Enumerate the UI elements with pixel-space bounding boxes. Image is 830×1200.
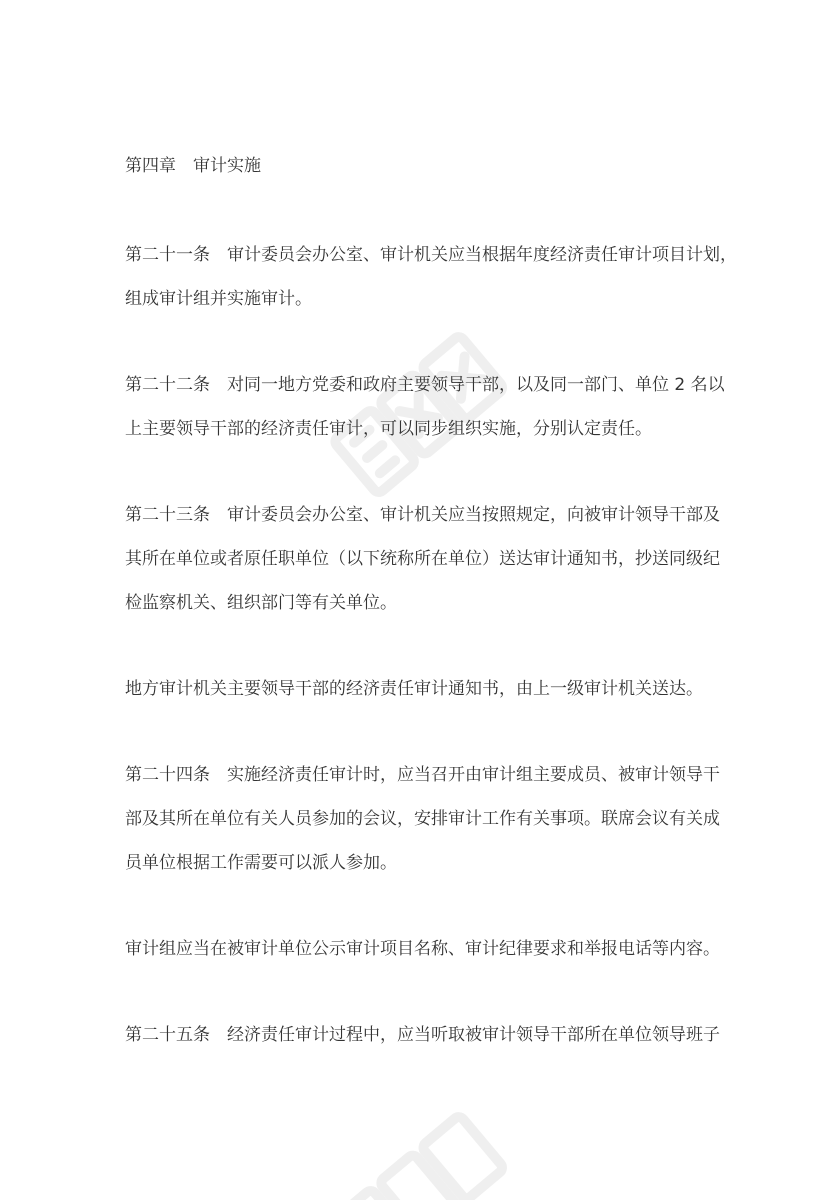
chapter-title: 第四章 审计实施 <box>125 156 261 176</box>
article-23-line-2: 其所在单位或者原任职单位（以下统称所在单位）送达审计通知书，抄送同级纪 <box>125 549 720 569</box>
article-25-line-1: 第二十五条 经济责任审计过程中，应当听取被审计领导干部所在单位领导班子 <box>125 1025 720 1045</box>
article-23-line-3: 检监察机关、组织部门等有关单位。 <box>125 593 397 613</box>
article-21-line-1: 第二十一条 审计委员会办公室、审计机关应当根据年度经济责任审计项目计划， <box>125 245 737 265</box>
article-24-line-2: 部及其所在单位有关人员参加的会议，安排审计工作有关事项。联席会议有关成 <box>125 809 720 829</box>
paragraph-public: 审计组应当在被审计单位公示审计项目名称、审计纪律要求和举报电话等内容。 <box>125 939 720 959</box>
article-24-line-1: 第二十四条 实施经济责任审计时，应当召开由审计组主要成员、被审计领导干 <box>125 765 720 785</box>
article-22-line-1: 第二十二条 对同一地方党委和政府主要领导干部，以及同一部门、单位 2 名以 <box>125 375 725 395</box>
article-22-line-2: 上主要领导干部的经济责任审计，可以同步组织实施，分别认定责任。 <box>125 419 652 439</box>
paragraph-notice: 地方审计机关主要领导干部的经济责任审计通知书，由上一级审计机关送达。 <box>125 679 703 699</box>
watermark-logo-bottom <box>300 1080 540 1200</box>
article-23-line-1: 第二十三条 审计委员会办公室、审计机关应当按照规定，向被审计领导干部及 <box>125 505 720 525</box>
article-21-line-2: 组成审计组并实施审计。 <box>125 289 312 309</box>
article-24-line-3: 员单位根据工作需要可以派人参加。 <box>125 853 397 873</box>
